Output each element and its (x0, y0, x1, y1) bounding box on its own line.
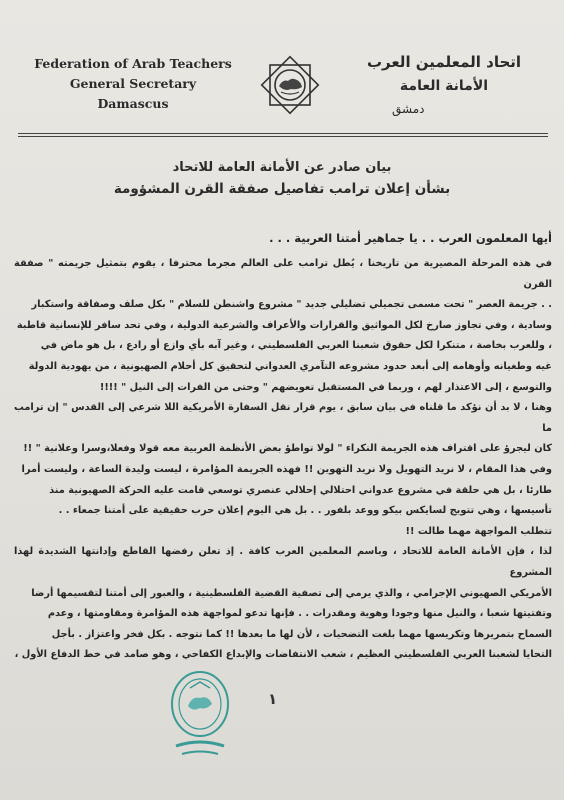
department-en: General Secretary (69, 76, 197, 91)
body-line: كان ليجرؤ على اقتراف هذه الجريمة النكراء " لولا تواطؤ بعض الأنظمة العربية معه قولا وفعلا،وسرا وعلانية " !! (23, 443, 552, 455)
org-name-ar: اتحاد المعلمين العرب (366, 53, 522, 71)
body-line: والتوسع ، إلى الاعتذار لهم ، وربما في المستقبل تعويضهم " وحتى من الفرات إلى النيل " !!!! (99, 381, 552, 393)
federation-logo-icon (257, 52, 323, 118)
department-ar: الأمانة العامة (399, 78, 489, 94)
header-divider-double (18, 136, 548, 137)
body-line: تأسيسها ، وهي تتويج لسايكس بيكو ووعد بلفور . . بل هي اليوم إعلان حرب حقيقية على أمتنا جمعاء . . (58, 505, 552, 517)
body-line: في هذه المرحلة المصيرية من تاريخنا ، يُطل ترامب على العالم مجرما محترفا ، يقوم بتمثيل جريمته " صفقة القرن (14, 258, 552, 290)
body-line: وسادية ، وفي تجاوز صارخ لكل المواثيق والقرارات والأعراف والشرعية الدولية ، وفي تحد سافر للإنسانية قاطبة (16, 319, 552, 331)
body-line: تتطلب المواجهة مهما طالت !! (405, 525, 552, 537)
body-line: وهنا ، لا بد أن نؤكد ما قلناه في بيان سابق ، يوم قرار نقل السفارة الأمريكية اللا شرعي إلى القدس " إن ترامب ما (14, 402, 552, 434)
page-number: ١ (268, 690, 278, 708)
statement-titles (20, 158, 544, 200)
body-line: وفي هذا المقام ، لا نريد التهويل ولا نريد التهوين !! فهذه الجريمة المؤامرة ، ليست وليدة الساعة ، وليست أمرا (21, 463, 552, 475)
body-line: وتفتيتها شعبا ، والنيل منها وجودا وهوية ومقدرات . . فإنها تدعو لمواجهة هذه المؤامرة ومقاومتها ، وعدم (47, 608, 552, 620)
body-line: طارئا ، بل هي حلقة في مشروع عدواني احتلالي إحلالي عنصري توسعي قامت عليه الحركة الصهيونية منذ (49, 484, 552, 496)
body-line: السماح بتمريرها وتكريسها مهما بلغت التضحيات ، لأن لها ما بعدها !! كما نتوجه . بكل فخر واعتزاز . بأجل (51, 628, 552, 640)
body-line: . . جريمة العصر " تحت مسمى تجميلي تضليلي جديد " مشروع واشنطن للسلام " بكل صلف وصفاقة واستكبار (31, 299, 552, 311)
org-name-en: Federation of Arab Teachers (34, 56, 232, 71)
body-line: الأمريكي الصهيوني الإجرامي ، والذي يرمي إلى تصفية القضية الفلسطينية ، والعبور إلى أمتنا لتقسيمها أرضا (31, 587, 552, 599)
statement-subtitle: بشأن إعلان ترامب تفاصيل صفقة القرن المشؤومة (113, 181, 451, 197)
body-line: لذا ، فإن الأمانة العامة للاتحاد ، وباسم المعلمين العرب كافة . إذ تعلن رفضها القاطع وإدانتها الشديدة لهذا المشروع (14, 546, 552, 578)
body-line: التحايا لشعبنا العربي الفلسطيني العظيم ، شعب الانتفاضات والإبداع الكفاحي ، وهو صامد في خط الدفاع الأول ، (14, 649, 552, 661)
official-seal-icon (160, 660, 240, 762)
header-english (28, 54, 238, 114)
statement-title: بيان صادر عن الأمانة العامة للاتحاد (172, 160, 392, 175)
header-divider (18, 133, 548, 134)
body-line: ، وللعرب بخاصة ، متنكرا لكل حقوق شعبنا العربي الفلسطيني ، وغير آبه بأي وازع أو رادع ، بل هو ماض في (40, 340, 552, 352)
city-ar: دمشق (392, 102, 425, 116)
body-line: غيه وطغيانه وأوهامه إلى أبعد حدود مشروعه التآمري العدواني لتحقيق كل أحلام الصهيونية ، من يهودية الدولة (28, 360, 552, 372)
statement-body (14, 226, 552, 666)
city-en: Damascus (97, 96, 169, 111)
header-arabic (354, 50, 534, 120)
greeting-line: أيها المعلمون العرب . . يا جماهير أمتنا العربية . . . (269, 231, 552, 245)
